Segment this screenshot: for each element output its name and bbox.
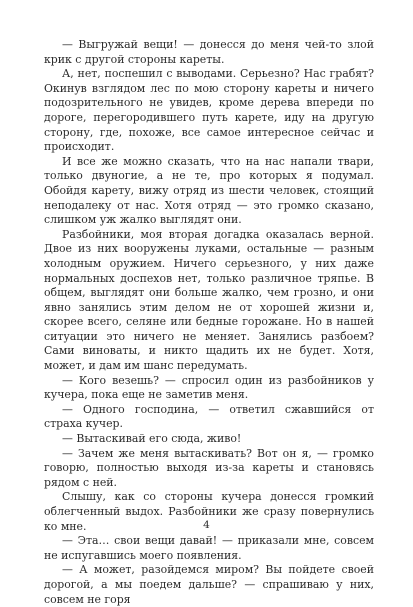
paragraph-1: — Выгружай вещи! — донесся до меня чей-то злой крик с другой стороны кареты. xyxy=(44,38,374,66)
paragraph-11: — А может, разойдемся миром? Вы пойдете своей дорогой, а мы поедем дальше? — спрашиваю у них, совсем не горя xyxy=(44,563,374,606)
paragraph-7: — Вытаскивай его сюда, живо! xyxy=(62,432,242,446)
paragraph-9: Слышу, как со стороны кучера донесся громкий облегченный выдох. Разбойники же сразу повернулись ко мне. xyxy=(44,490,374,533)
paragraph-4: Разбойники, моя вторая догадка оказалась верной. Двое из них вооружены луками, остальные — разным холодным оружием. Ничего серьезного, у них даже нормальных доспехов нет, только различное тряпье. В общем, выглядят они больше жалко, чем грозно, и они явно занялись этим делом не от хорошей жизни и, скорее всего, селяне или бедные горожане. Но в нашей ситуации это ничего не меняет. Занялись разбоем? Сами виноваты, и никто щадить их не будет. Хотя, может, и дам им шанс передумать. xyxy=(44,227,374,373)
paragraph-2: А, нет, поспешил с выводами. Серьезно? Нас грабят? Окинув взглядом лес по мою сторону кареты и ничего подозрительного не увидев, кроме дерева впереди по дороге, перегородившего путь карете, иду на другую сторону, где, похоже, все самое интересное сейчас и происходит. xyxy=(44,67,374,154)
paragraph-6: — Одного господина, — ответил сжавшийся от страха кучер. xyxy=(44,402,374,431)
page-number: 4 xyxy=(203,519,210,531)
paragraph-5: — Кого везешь? — спросил один из разбойников у кучера, пока еще не заметив меня. xyxy=(44,373,374,402)
paragraph-3: И все же можно сказать, что на нас напали твари, только двуногие, а не те, про которых я подумал. Обойдя карету, вижу отряд из шести человек, стоящий неподалеку от нас. Хотя отряд — это громко сказано, слишком уж жалко выглядят они. xyxy=(44,154,374,227)
paragraph-8: — Зачем же меня вытаскивать? Вот он я, — громко говорю, полностью выходя из-за кареты и становясь рядом с ней. xyxy=(44,446,374,489)
paragraph-10: — Эта… свои вещи давай! — приказали мне, совсем не испугавшись моего появления. xyxy=(44,534,374,562)
